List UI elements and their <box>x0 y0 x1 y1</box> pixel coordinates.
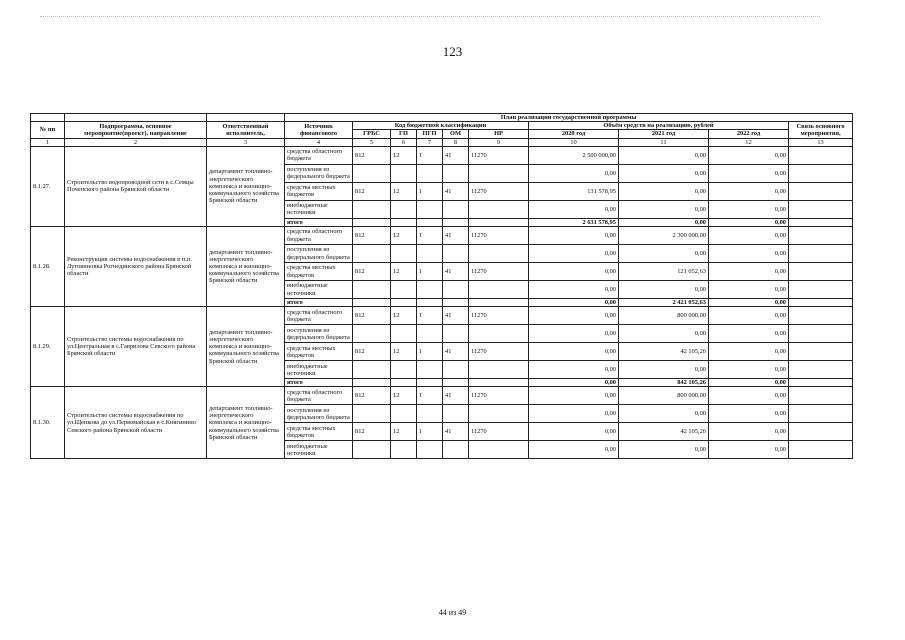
column-number: 3 <box>207 138 285 146</box>
code-om: 41 <box>443 423 469 441</box>
code-gp: 12 <box>391 387 417 405</box>
amount-y2022: 0,00 <box>709 227 789 245</box>
header-blank-1 <box>31 114 65 122</box>
amount-y2021: 0,00 <box>619 200 709 218</box>
row-source: внебюджетные источники <box>285 281 353 299</box>
amount-y2021: 800 000,00 <box>619 387 709 405</box>
row-source: поступления из федерального бюджета <box>285 405 353 423</box>
row-number: 8.1.27. <box>31 146 65 226</box>
amount-y2021: 0,00 <box>619 441 709 459</box>
header-np: НР <box>469 130 529 138</box>
code-pgp <box>417 245 443 263</box>
code-pgp <box>417 379 443 387</box>
code-np <box>469 245 529 263</box>
code-pgp <box>417 218 443 226</box>
code-pgp: 1 <box>417 307 443 325</box>
row-source: средства местных бюджетов <box>285 423 353 441</box>
code-grbs <box>353 361 391 379</box>
code-om <box>443 441 469 459</box>
code-om: 41 <box>443 343 469 361</box>
code-np <box>469 405 529 423</box>
row-source: средства областного бюджета <box>285 307 353 325</box>
code-gp <box>391 164 417 182</box>
code-grbs: 812 <box>353 182 391 200</box>
amount-y2021: 800 000,00 <box>619 307 709 325</box>
amount-y2021: 0,00 <box>619 245 709 263</box>
row-source: итого <box>285 299 353 307</box>
header-blank-3 <box>207 114 285 122</box>
row-link <box>789 423 853 441</box>
amount-y2020: 0,00 <box>529 441 619 459</box>
code-grbs <box>353 281 391 299</box>
amount-y2020: 131 578,95 <box>529 182 619 200</box>
amount-y2021: 2 421 052,63 <box>619 299 709 307</box>
code-grbs <box>353 218 391 226</box>
code-pgp: 1 <box>417 146 443 164</box>
column-number: 1 <box>31 138 65 146</box>
amount-y2021: 0,00 <box>619 361 709 379</box>
row-number: 8.1.28. <box>31 227 65 307</box>
code-np <box>469 325 529 343</box>
row-source: средства местных бюджетов <box>285 343 353 361</box>
table-row <box>31 307 853 325</box>
amount-y2020: 0,00 <box>529 307 619 325</box>
row-link <box>789 299 853 307</box>
column-numbers-row <box>31 138 853 146</box>
code-om <box>443 379 469 387</box>
column-number: 13 <box>789 138 853 146</box>
code-gp <box>391 441 417 459</box>
code-om <box>443 245 469 263</box>
amount-y2022: 0,00 <box>709 405 789 423</box>
row-name: Строительство системы водоснабжения по ул.Центральная в с.Гаврилова Севского района Брянской области <box>65 307 207 387</box>
row-link <box>789 307 853 325</box>
header-source: Источник финансового <box>285 122 353 138</box>
amount-y2020: 0,00 <box>529 361 619 379</box>
amount-y2020: 2 631 578,95 <box>529 218 619 226</box>
code-gp <box>391 281 417 299</box>
header-subprogram: Подпрограмма, основное мероприятие(проект), направление <box>65 122 207 138</box>
code-om <box>443 405 469 423</box>
code-grbs <box>353 299 391 307</box>
header-amount-group: Объём средств на реализацию, рублей <box>529 122 789 130</box>
code-pgp: 1 <box>417 343 443 361</box>
amount-y2022: 0,00 <box>709 441 789 459</box>
amount-y2021: 0,00 <box>619 218 709 226</box>
row-link <box>789 281 853 299</box>
row-link <box>789 146 853 164</box>
amount-y2022: 0,00 <box>709 164 789 182</box>
code-gp <box>391 325 417 343</box>
code-pgp <box>417 164 443 182</box>
row-link <box>789 218 853 226</box>
code-np <box>469 361 529 379</box>
amount-y2021: 0,00 <box>619 146 709 164</box>
amount-y2020: 0,00 <box>529 387 619 405</box>
code-pgp <box>417 441 443 459</box>
code-grbs: 812 <box>353 146 391 164</box>
code-np <box>469 164 529 182</box>
code-np <box>469 299 529 307</box>
code-np: 11270 <box>469 182 529 200</box>
row-link <box>789 325 853 343</box>
code-gp: 12 <box>391 146 417 164</box>
code-grbs <box>353 441 391 459</box>
code-pgp <box>417 200 443 218</box>
code-np <box>469 379 529 387</box>
amount-y2021: 2 300 000,00 <box>619 227 709 245</box>
row-source: средства областного бюджета <box>285 387 353 405</box>
row-link <box>789 387 853 405</box>
table-row <box>31 387 853 405</box>
row-source: поступления из федерального бюджета <box>285 245 353 263</box>
amount-y2021: 0,00 <box>619 325 709 343</box>
row-source: внебюджетные источники <box>285 361 353 379</box>
code-om <box>443 281 469 299</box>
amount-y2021: 121 052,63 <box>619 263 709 281</box>
header-2020: 2020 год <box>529 130 619 138</box>
row-number: 8.1.29. <box>31 307 65 387</box>
amount-y2020: 0,00 <box>529 299 619 307</box>
row-source: средства местных бюджетов <box>285 263 353 281</box>
amount-y2022: 0,00 <box>709 263 789 281</box>
code-grbs <box>353 325 391 343</box>
code-om <box>443 164 469 182</box>
code-om <box>443 361 469 379</box>
header-num: № пп <box>31 122 65 138</box>
amount-y2022: 0,00 <box>709 245 789 263</box>
row-source: итого <box>285 218 353 226</box>
row-name: Строительство водопроводной сети в с.Семцы Почепского района Брянской области <box>65 146 207 226</box>
header-code-group: Код бюджетной классификации <box>353 122 529 130</box>
row-link <box>789 200 853 218</box>
code-np: 11270 <box>469 263 529 281</box>
column-number: 10 <box>529 138 619 146</box>
header-2022: 2022 год <box>709 130 789 138</box>
table-row <box>31 146 853 164</box>
amount-y2022: 0,00 <box>709 379 789 387</box>
code-gp: 12 <box>391 227 417 245</box>
row-link <box>789 164 853 182</box>
code-gp: 12 <box>391 263 417 281</box>
row-number: 8.1.30. <box>31 387 65 459</box>
code-pgp <box>417 361 443 379</box>
code-gp: 12 <box>391 307 417 325</box>
amount-y2022: 0,00 <box>709 325 789 343</box>
code-gp <box>391 218 417 226</box>
row-source: поступления из федерального бюджета <box>285 325 353 343</box>
amount-y2022: 0,00 <box>709 146 789 164</box>
code-pgp: 1 <box>417 263 443 281</box>
page-number: 123 <box>442 44 463 59</box>
code-pgp: 1 <box>417 423 443 441</box>
row-link <box>789 361 853 379</box>
amount-y2021: 42 105,26 <box>619 423 709 441</box>
code-pgp: 1 <box>417 387 443 405</box>
code-np: 11270 <box>469 387 529 405</box>
code-grbs: 812 <box>353 387 391 405</box>
row-source: внебюджетные источники <box>285 200 353 218</box>
code-np <box>469 218 529 226</box>
code-np <box>469 200 529 218</box>
column-number: 6 <box>391 138 417 146</box>
amount-y2022: 0,00 <box>709 200 789 218</box>
header-grbs: ГРБС <box>353 130 391 138</box>
code-pgp: 1 <box>417 227 443 245</box>
amount-y2020: 0,00 <box>529 227 619 245</box>
code-om <box>443 200 469 218</box>
page-footer: 44 из 49 <box>438 608 467 617</box>
amount-y2021: 42 105,26 <box>619 343 709 361</box>
header-link: Связь основного мероприятия, <box>789 122 853 138</box>
row-link <box>789 182 853 200</box>
budget-plan-table <box>30 113 853 459</box>
row-responsible: департамент топливно-энергетического комплекса и жилищно-коммунального хозяйства Брянской области <box>207 146 285 226</box>
header-blank-2 <box>65 114 207 122</box>
amount-y2020: 0,00 <box>529 379 619 387</box>
amount-y2020: 0,00 <box>529 405 619 423</box>
code-gp: 12 <box>391 343 417 361</box>
code-gp: 12 <box>391 182 417 200</box>
row-name: Строительство системы водоснабжения по ул.Щепкова до ул.Первомайская в с.Княгинино Севского района Брянской области <box>65 387 207 459</box>
row-link <box>789 441 853 459</box>
amount-y2021: 842 105,26 <box>619 379 709 387</box>
amount-y2022: 0,00 <box>709 361 789 379</box>
row-source: средства областного бюджета <box>285 227 353 245</box>
row-source: поступления из федерального бюджета <box>285 164 353 182</box>
code-gp <box>391 405 417 423</box>
code-pgp <box>417 299 443 307</box>
column-number: 5 <box>353 138 391 146</box>
amount-y2021: 0,00 <box>619 182 709 200</box>
header-2021: 2021 год <box>619 130 709 138</box>
column-number: 7 <box>417 138 443 146</box>
code-om: 41 <box>443 263 469 281</box>
code-gp: 12 <box>391 423 417 441</box>
amount-y2021: 0,00 <box>619 164 709 182</box>
code-grbs: 812 <box>353 263 391 281</box>
row-link <box>789 343 853 361</box>
amount-y2020: 0,00 <box>529 281 619 299</box>
row-responsible: департамент топливно-энергетического комплекса и жилищно-коммунального хозяйства Брянской области <box>207 307 285 387</box>
code-grbs <box>353 245 391 263</box>
column-number: 9 <box>469 138 529 146</box>
table-title: План реализации государственной программы <box>285 114 853 122</box>
column-number: 2 <box>65 138 207 146</box>
row-source: внебюджетные источники <box>285 441 353 459</box>
amount-y2022: 0,00 <box>709 218 789 226</box>
row-source: средства местных бюджетов <box>285 182 353 200</box>
code-grbs <box>353 405 391 423</box>
code-np: 11270 <box>469 146 529 164</box>
amount-y2022: 0,00 <box>709 387 789 405</box>
row-source: итого <box>285 379 353 387</box>
amount-y2022: 0,00 <box>709 307 789 325</box>
amount-y2022: 0,00 <box>709 343 789 361</box>
amount-y2020: 0,00 <box>529 423 619 441</box>
plan-body <box>31 146 853 459</box>
amount-y2020: 0,00 <box>529 164 619 182</box>
code-om <box>443 299 469 307</box>
amount-y2020: 0,00 <box>529 325 619 343</box>
header-pgp: ПГП <box>417 130 443 138</box>
column-number: 4 <box>285 138 353 146</box>
code-grbs: 812 <box>353 343 391 361</box>
code-gp <box>391 299 417 307</box>
column-number: 8 <box>443 138 469 146</box>
code-grbs <box>353 164 391 182</box>
row-link <box>789 227 853 245</box>
code-om: 41 <box>443 227 469 245</box>
row-responsible: департамент топливно-энергетического комплекса и жилищно-коммунального хозяйства Брянской области <box>207 227 285 307</box>
code-pgp <box>417 325 443 343</box>
header-responsible: Ответственный исполнитель, <box>207 122 285 138</box>
row-name: Реконструкция системы водоснабжения в п.п. Лутовиновка Рогнединского района Брянской области <box>65 227 207 307</box>
row-link <box>789 405 853 423</box>
code-om: 41 <box>443 387 469 405</box>
code-grbs <box>353 379 391 387</box>
code-om: 41 <box>443 307 469 325</box>
code-np: 11270 <box>469 423 529 441</box>
header-gp: ГП <box>391 130 417 138</box>
code-om <box>443 325 469 343</box>
row-source: средства областного бюджета <box>285 146 353 164</box>
amount-y2020: 0,00 <box>529 200 619 218</box>
code-gp <box>391 200 417 218</box>
amount-y2020: 0,00 <box>529 245 619 263</box>
code-grbs: 812 <box>353 227 391 245</box>
row-responsible: департамент топливно-энергетического комплекса и жилищно-коммунального хозяйства Брянской области <box>207 387 285 459</box>
row-link <box>789 263 853 281</box>
row-link <box>789 379 853 387</box>
row-link <box>789 245 853 263</box>
code-np: 11270 <box>469 343 529 361</box>
code-gp <box>391 379 417 387</box>
code-grbs: 812 <box>353 307 391 325</box>
code-np <box>469 441 529 459</box>
header-om: ОМ <box>443 130 469 138</box>
amount-y2022: 0,00 <box>709 281 789 299</box>
code-gp <box>391 361 417 379</box>
code-om: 41 <box>443 146 469 164</box>
code-np <box>469 281 529 299</box>
code-om: 41 <box>443 182 469 200</box>
amount-y2021: 0,00 <box>619 281 709 299</box>
amount-y2020: 2 500 000,00 <box>529 146 619 164</box>
amount-y2022: 0,00 <box>709 299 789 307</box>
code-om <box>443 218 469 226</box>
scan-artifact-line <box>40 16 820 17</box>
amount-y2022: 0,00 <box>709 182 789 200</box>
code-pgp <box>417 281 443 299</box>
table-row <box>31 227 853 245</box>
code-np: 11270 <box>469 307 529 325</box>
code-pgp <box>417 405 443 423</box>
code-np: 11270 <box>469 227 529 245</box>
column-number: 12 <box>709 138 789 146</box>
code-grbs <box>353 200 391 218</box>
column-number: 11 <box>619 138 709 146</box>
amount-y2020: 0,00 <box>529 343 619 361</box>
amount-y2021: 0,00 <box>619 405 709 423</box>
amount-y2020: 0,00 <box>529 263 619 281</box>
code-gp <box>391 245 417 263</box>
code-grbs: 812 <box>353 423 391 441</box>
code-pgp: 1 <box>417 182 443 200</box>
amount-y2022: 0,00 <box>709 423 789 441</box>
